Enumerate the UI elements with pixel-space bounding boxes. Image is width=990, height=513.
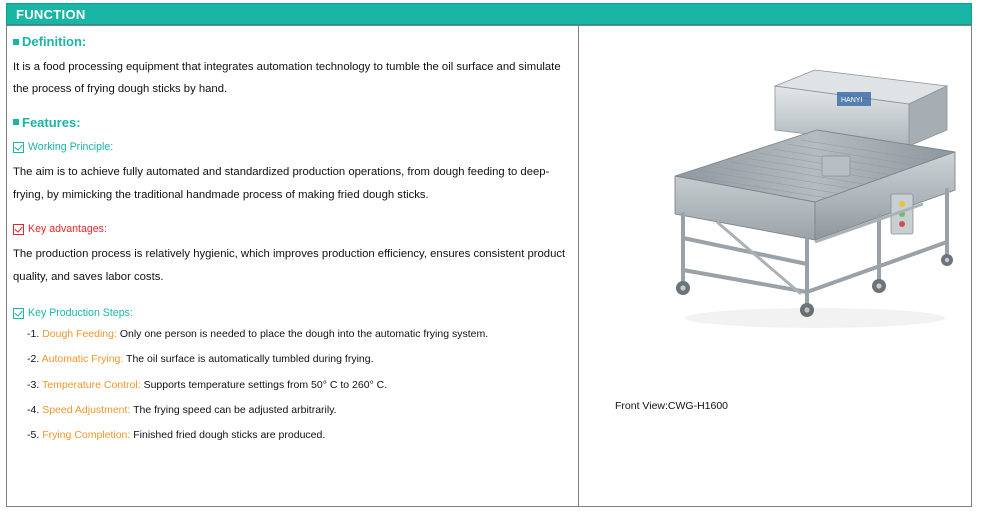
section-header-bar <box>6 3 972 25</box>
page-title: FUNCTION <box>16 6 86 22</box>
list-item <box>13 327 570 341</box>
svg-text:HANYI: HANYI <box>841 97 863 104</box>
step-term: Dough Feeding: <box>42 328 117 341</box>
features-heading-label: Features: <box>22 114 81 130</box>
step-text: Only one person is needed to place the dough into the automatic frying system. <box>119 328 489 341</box>
definition-heading <box>13 34 570 50</box>
product-photo <box>579 26 971 356</box>
step-index: -4. <box>27 403 40 416</box>
fryer-machine-illustration <box>579 26 971 356</box>
working-principle-paragraph: The aim is to achieve fully automated and standardized production operations, from dough feeding to deep-frying, by mimicking the traditional handmade process of making fried dough sticks. <box>13 166 550 201</box>
step-index: -5. <box>27 428 40 441</box>
left-text-column <box>7 26 579 506</box>
content-frame <box>6 25 972 507</box>
step-text: Finished fried dough sticks are produced. <box>133 428 326 441</box>
key-steps-list <box>13 327 570 442</box>
list-item <box>13 378 570 392</box>
features-heading <box>13 115 570 131</box>
list-item <box>13 428 570 442</box>
list-item <box>13 352 570 366</box>
working-principle-label: Working Principle: <box>28 141 114 154</box>
checkbox-check-icon <box>13 308 24 319</box>
checkbox-check-icon <box>13 142 24 153</box>
step-term: Temperature Control: <box>42 378 141 391</box>
working-principle-heading <box>13 140 570 155</box>
key-steps-heading <box>13 306 570 321</box>
step-term: Automatic Frying: <box>41 353 124 366</box>
key-steps-label: Key Production Steps: <box>28 307 133 320</box>
image-caption: Front View:CWG-H1600 <box>615 400 729 412</box>
list-item <box>13 403 570 417</box>
key-advantages-label: Key advantages: <box>28 223 107 236</box>
square-bullet-icon <box>13 39 19 45</box>
square-bullet-icon <box>13 119 19 125</box>
key-advantages-paragraph: The production process is relatively hygienic, which improves production efficiency, ensures consistent product quality, and saves labor costs. <box>13 248 566 283</box>
step-term: Frying Completion: <box>42 428 131 441</box>
step-index: -2. <box>27 353 40 366</box>
definition-heading-label: Definition: <box>22 34 87 49</box>
checkbox-check-icon <box>13 224 24 235</box>
definition-paragraph: It is a food processing equipment that integrates automation technology to tumble the oil surface and simulate the process of frying dough sticks by hand. <box>13 60 561 96</box>
step-index: -1. <box>27 328 40 341</box>
key-advantages-heading <box>13 222 570 237</box>
step-text: Supports temperature settings from 50° C to 260° C. <box>143 378 388 391</box>
step-index: -3. <box>27 378 40 391</box>
step-term: Speed Adjustment: <box>42 403 131 416</box>
step-text: The frying speed can be adjusted arbitrarily. <box>133 403 337 416</box>
right-image-column <box>579 26 971 506</box>
step-text: The oil surface is automatically tumbled during frying. <box>126 353 374 366</box>
